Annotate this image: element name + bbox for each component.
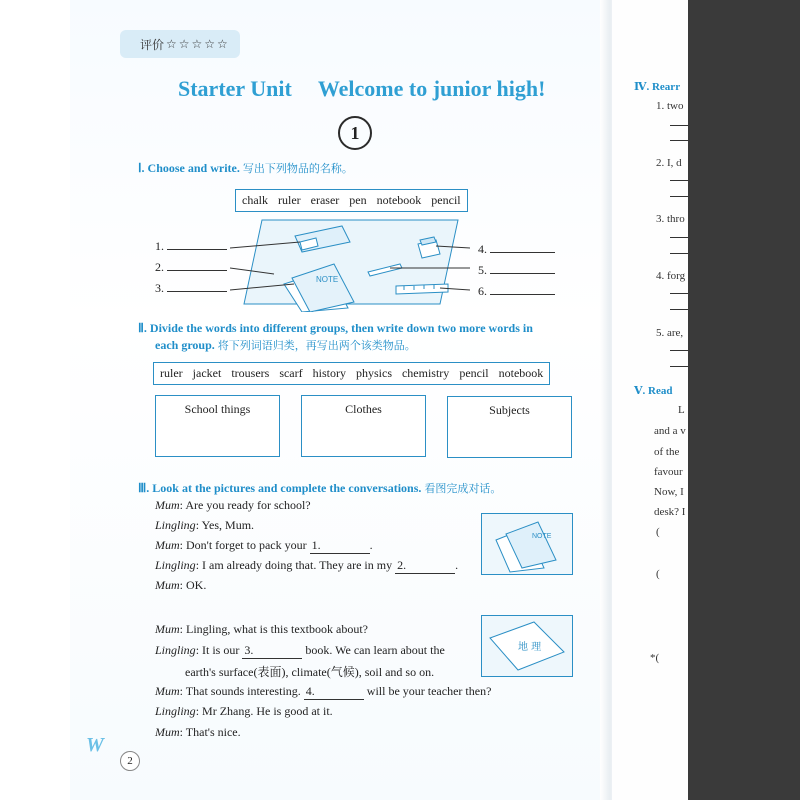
answer-blank[interactable]: 1. [310, 538, 370, 554]
page-title [178, 76, 545, 102]
speaker-name: Mum [155, 578, 180, 592]
right-line [670, 293, 688, 294]
right-line [670, 237, 688, 238]
rating-badge [120, 30, 240, 58]
speaker-name: Lingling [155, 642, 196, 657]
right-section-5-heading: Ⅴ. Read [634, 385, 673, 397]
right-item-5: 5. are, [656, 327, 684, 339]
section-2-heading-line2 [155, 337, 416, 353]
right-text-line: *( [650, 652, 660, 664]
line-text-after: . [455, 558, 459, 572]
right-line [670, 140, 688, 141]
conversation-line [155, 558, 458, 574]
conversation-line [155, 518, 254, 533]
right-line [670, 350, 688, 351]
section-2-heading-en2: each group. [155, 338, 215, 352]
svg-text:地 理: 地 理 [518, 642, 542, 653]
blank-label-5: 5. [478, 263, 555, 278]
line-text: : Mr Zhang. He is good at it. [195, 704, 333, 718]
right-text-line: ( [656, 568, 660, 580]
word-jacket: jacket [192, 366, 222, 380]
word-trousers: trousers [231, 366, 270, 380]
speaker-name: Lingling [155, 518, 196, 532]
right-line [670, 125, 688, 126]
line-text: : Don't forget to pack your [179, 538, 310, 552]
word-box-1 [235, 189, 468, 212]
right-line [670, 309, 688, 310]
rating-stars: ☆☆☆☆☆ [166, 37, 230, 51]
right-line [670, 253, 688, 254]
conversation-line [185, 663, 434, 680]
svg-text:NOTE: NOTE [316, 275, 339, 284]
right-line [670, 366, 688, 367]
word-ruler: ruler [278, 193, 301, 207]
line-text: : Yes, Mum. [195, 518, 255, 532]
right-item-3: 3. thro [656, 213, 685, 225]
right-text-line: desk? I [654, 506, 686, 518]
svg-text:NOTE: NOTE [532, 533, 552, 540]
speaker-name: Mum [155, 683, 180, 698]
right-line [670, 180, 688, 181]
word-chalk: chalk [242, 193, 268, 207]
category-box-subjects: Subjects [447, 396, 572, 458]
word-pen: pen [349, 193, 367, 207]
conversation-line [155, 725, 241, 740]
geography-book-picture [481, 615, 573, 677]
word-notebook: notebook [498, 366, 544, 380]
speaker-name: Mum [155, 538, 180, 552]
speaker-name: Lingling [155, 558, 196, 572]
right-item-4: 4. forg [656, 270, 686, 282]
word-eraser: eraser [310, 193, 340, 207]
ruler-icon [396, 284, 448, 294]
speaker-name: Mum [155, 622, 180, 636]
blank-label-4: 4. [478, 242, 555, 257]
right-text-line: Now, I [654, 486, 684, 498]
section-1-number: Ⅰ. [138, 161, 145, 175]
blank-label-3: 3. [155, 281, 227, 296]
conversation-line [155, 498, 311, 513]
right-section-4-heading: Ⅳ. Rearr [634, 81, 681, 93]
right-text-line: of the [654, 446, 680, 458]
notebooks-picture [481, 513, 573, 575]
right-text-line: ( [656, 526, 660, 538]
right-page [612, 0, 688, 800]
right-text-line: favour [654, 466, 683, 478]
watermark-letter: W [86, 734, 104, 756]
line-text-after: book. We can learn about the [302, 642, 445, 657]
line-text-after: . [369, 538, 373, 552]
title-text: Welcome to junior high! [317, 76, 546, 101]
blank-label-6: 6. [478, 284, 555, 299]
answer-blank[interactable]: 3. [242, 643, 302, 659]
line-text: : That sounds interesting. [179, 683, 304, 698]
word-chemistry: chemistry [401, 366, 450, 380]
unit-number-badge: 1 [338, 116, 372, 150]
word-pencil: pencil [459, 366, 489, 380]
line-text-after: will be your teacher then? [363, 683, 492, 698]
right-item-1: 1. two [656, 100, 684, 112]
conversation-line [155, 622, 368, 637]
scan-border [688, 0, 800, 800]
line-text: : I am already doing that. They are in my [195, 558, 396, 572]
conversation-line [155, 704, 333, 719]
category-box-school: School things [155, 395, 280, 457]
word-pencil: pencil [431, 193, 461, 207]
section-3-number: Ⅲ. [138, 481, 150, 495]
line-text: : It is our [195, 642, 243, 657]
right-text-line: and a v [654, 425, 686, 437]
line-text: earth's surface(表面), climate(气候), soil and so on. [185, 665, 435, 679]
word-notebook: notebook [376, 193, 422, 207]
line-text: : OK. [179, 578, 207, 592]
right-text-line: L [678, 404, 685, 416]
line-text: : Are you ready for school? [179, 498, 311, 512]
section-1-heading-cn: 写出下列物品的名称。 [242, 162, 353, 175]
blank-label-2: 2. [155, 260, 227, 275]
blank-label-1: 1. [155, 239, 227, 254]
section-3-heading [138, 480, 501, 496]
answer-blank[interactable]: 2. [395, 558, 455, 574]
answer-blank[interactable]: 4. [304, 684, 364, 700]
conversation-line [155, 538, 373, 554]
line-text: : That's nice. [179, 724, 241, 739]
line-text: : Lingling, what is this textbook about? [179, 622, 368, 636]
word-history: history [312, 366, 346, 380]
word-scarf: scarf [279, 366, 303, 380]
desk-illustration [230, 212, 470, 312]
section-2-number: Ⅱ. [138, 321, 147, 335]
category-box-clothes: Clothes [301, 395, 426, 457]
speaker-name: Mum [155, 498, 180, 512]
speaker-name: Lingling [155, 704, 196, 718]
conversation-line [155, 578, 206, 593]
word-physics: physics [355, 366, 392, 380]
section-2-heading [138, 321, 533, 336]
section-1-heading-en: Choose and write. [147, 161, 240, 175]
right-item-2: 2. I, d [656, 157, 682, 169]
title-unit: Starter Unit [178, 76, 292, 101]
section-2-heading-cn: 将下列词语归类，再写出两个该类物品。 [217, 339, 416, 352]
right-line [670, 196, 688, 197]
word-ruler: ruler [160, 366, 183, 380]
section-3-heading-en: Look at the pictures and complete the conversations. [152, 481, 422, 495]
section-3-heading-cn: 看图完成对话。 [424, 482, 502, 495]
speaker-name: Mum [155, 724, 180, 739]
page-number: 2 [120, 751, 140, 771]
conversation-line [155, 684, 491, 700]
conversation-line [155, 643, 445, 659]
section-2-heading-en: Divide the words into different groups, then write down two more words in [149, 321, 533, 335]
rating-label: 评价 [140, 37, 165, 52]
word-box-2 [153, 362, 550, 385]
section-1-heading [138, 160, 353, 176]
